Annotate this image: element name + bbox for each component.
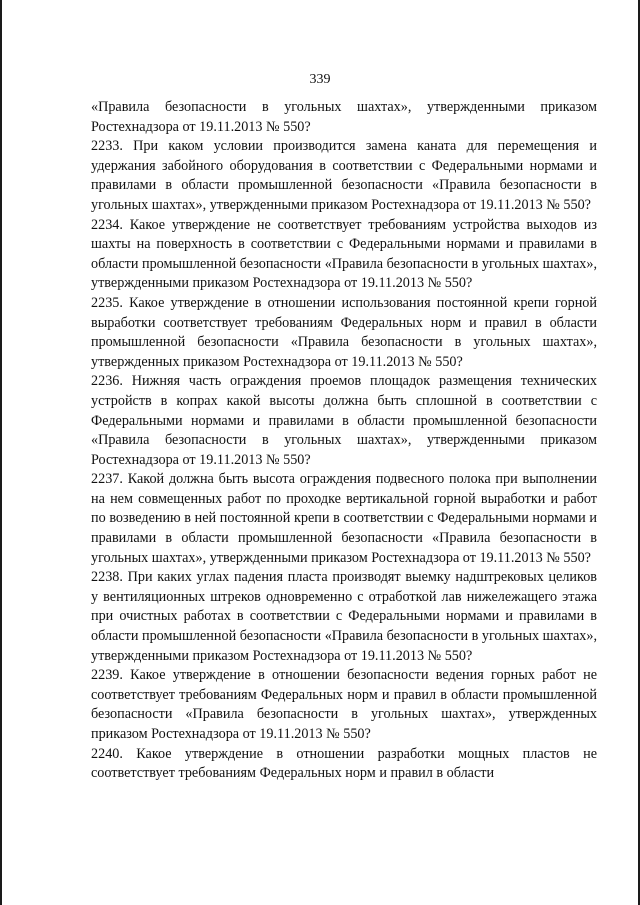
question-2239: 2239. Какое утверждение в отношении безопасности ведения горных работ не соответствует требованиям Федеральных норм и правил в области промышленной безопасности «Правила безопасности в угольных шахтах», утвержденных приказом Ростехнадзора от 19.11.2013 № 550? xyxy=(91,667,597,742)
paragraph-continuation: «Правила безопасности в угольных шахтах», утвержденными приказом Ростехнадзора от 19.11.2013 № 550? xyxy=(91,99,597,135)
question-2236: 2236. Нижняя часть ограждения проемов площадок размещения технических устройств в копрах какой высоты должна быть сплошной в соответствии с Федеральными нормами и правилами в области промышленной безопасности «Правила безопасности в угольных шахтах», утвержденными приказом Ростехнадзора от 19.11.2013 № 550? xyxy=(91,373,597,468)
document-body xyxy=(91,98,597,784)
question-2238: 2238. При каких углах падения пласта производят выемку надштрековых целиков у вентиляционных штреков одновременно с отработкой лав нижележащего этажа при очистных работах в соответствии с Федеральными нормами и правилами в области промышленной безопасности «Правила безопасности в угольных шахтах», утвержденными приказом Ростехнадзора от 19.11.2013 № 550? xyxy=(91,569,598,664)
question-2237: 2237. Какой должна быть высота ограждения подвесного полока при выполнении на нем совмещенных работ по проходке вертикальной горной выработки и работ по возведению в ней постоянной крепи в соответствии с Федеральными нормами и правилами в области промышленной безопасности «Правила безопасности в угольных шахтах», утвержденными приказом Ростехнадзора от 19.11.2013 № 550? xyxy=(91,471,597,566)
scan-edge-left xyxy=(0,0,2,905)
page-number: 339 xyxy=(309,72,331,87)
question-2234: 2234. Какое утверждение не соответствует требованиям устройства выходов из шахты на поверхность в соответствии с Федеральными нормами и правилами в области промышленной безопасности «Правила безопасности в угольных шахтах», утвержденными приказом Ростехнадзора от 19.11.2013 № 550? xyxy=(91,216,598,292)
question-2233: 2233. При каком условии производится замена каната для перемещения и удержания забойного оборудования в соответствии с Федеральными нормами и правилами в области промышленной безопасности «Правила безопасности в угольных шахтах», утвержденными приказом Ростехнадзора от 19.11.2013 № 550? xyxy=(91,138,597,213)
question-2240: 2240. Какое утверждение в отношении разработки мощных пластов не соответствует требованиям Федеральных норм и правил в области xyxy=(91,745,597,782)
question-2235: 2235. Какое утверждение в отношении использования постоянной крепи горной выработки соответствует требованиям Федеральных норм и правил в области промышленной безопасности «Правила безопасности в угольных шахтах», утвержденных приказом Ростехнадзора от 19.11.2013 № 550? xyxy=(91,294,597,370)
